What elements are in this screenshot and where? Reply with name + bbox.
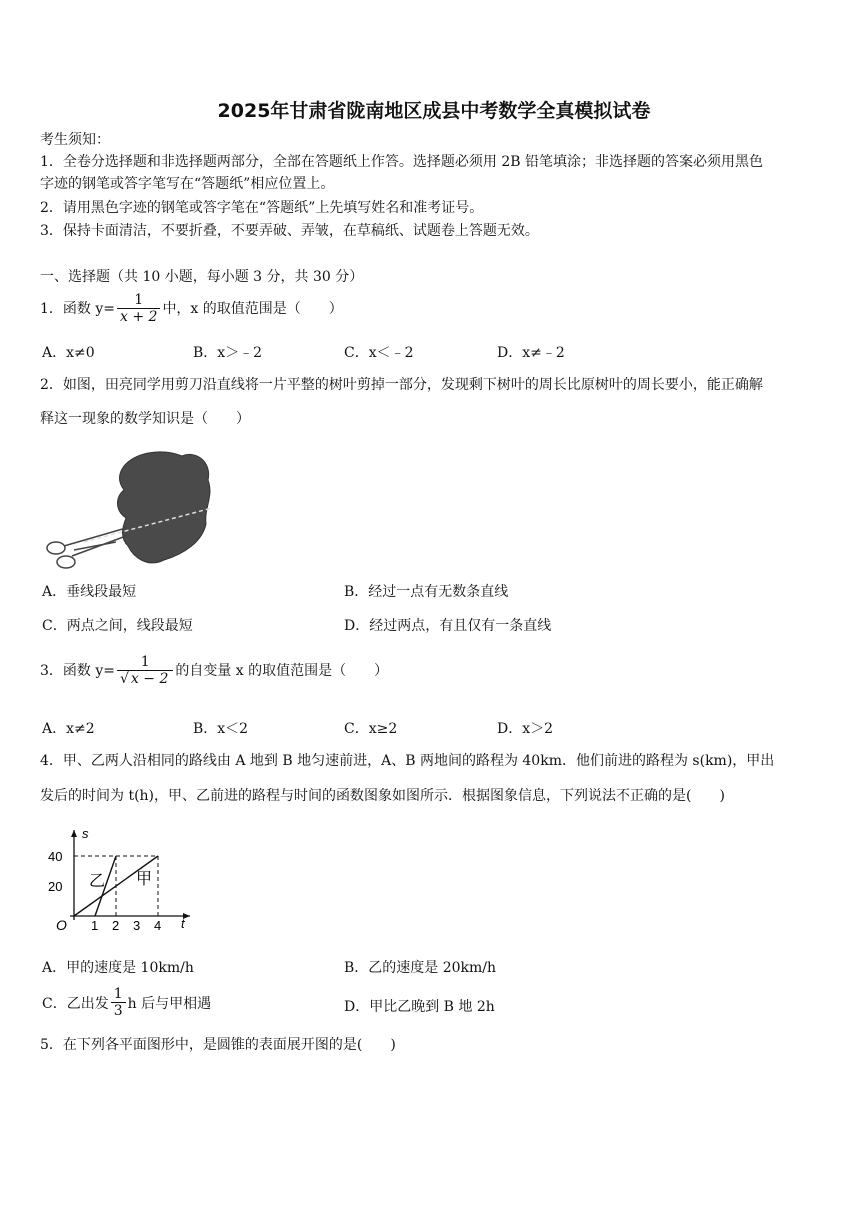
option-c [42, 986, 211, 1019]
question-5: 5．在下列各平面图形中，是圆锥的表面展开图的是( ) [40, 1037, 396, 1053]
option-b: B．乙的速度是 20km/h [344, 960, 497, 976]
question-2-line: 释这一现象的数学知识是（ ） [40, 411, 250, 427]
leaf-scissors-figure [44, 446, 219, 571]
y-tick-label: 20 [48, 879, 63, 894]
fraction-numerator: 1 [134, 292, 144, 308]
series-yi-label: 乙 [89, 873, 106, 890]
y-tick-label: 40 [48, 849, 63, 864]
question-3-suffix: 的自变量 x 的取值范围是（ ） [175, 662, 389, 679]
option-d: D．x＞2 [497, 721, 554, 737]
fraction-denominator: x + 2 [117, 308, 160, 325]
fraction [117, 292, 160, 325]
option-b: B．经过一点有无数条直线 [344, 584, 509, 600]
option-c-suffix: h 后与甲相遇 [127, 995, 212, 1012]
notice-item: 字迹的钢笔或答字笔写在“答题纸”相应位置上。 [40, 176, 335, 192]
origin-label: O [56, 917, 67, 933]
fraction-denominator: 3 [111, 1002, 126, 1019]
question-3 [40, 654, 388, 687]
option-d: D．经过两点，有且仅有一条直线 [344, 618, 552, 634]
option-a: A．x≠2 [42, 721, 95, 737]
fraction-numerator: 1 [113, 986, 123, 1002]
leaf-shape [118, 452, 210, 563]
question-1-prefix: 1．函数 y= [40, 300, 115, 317]
fraction [117, 654, 173, 687]
question-3-prefix: 3．函数 y= [40, 662, 115, 679]
x-tick-label: 3 [133, 918, 141, 933]
sqrt-radicand: x − 2 [130, 671, 169, 687]
question-4-line: 发后的时间为 t(h)，甲、乙前进的路程与时间的函数图象如图所示．根据图象信息，下列说法不正确的是( ) [40, 788, 725, 804]
x-tick-label: 4 [154, 918, 162, 933]
distance-time-graph [44, 826, 194, 936]
question-1 [40, 292, 343, 325]
option-d: D．x≠﹣2 [497, 345, 565, 361]
y-axis-arrow [71, 830, 77, 837]
option-a: A．垂线段最短 [42, 584, 137, 600]
option-a: A．甲的速度是 10km/h [42, 960, 194, 976]
option-c: C．两点之间，线段最短 [42, 618, 193, 634]
option-c-prefix: C．乙出发 [42, 995, 109, 1012]
notice-item: 1．全卷分选择题和非选择题两部分，全部在答题纸上作答。选择题必须用 2B 铅笔填涂；非选择题的答案必须用黑色 [40, 154, 763, 170]
notice-item: 2．请用黑色字迹的钢笔或答字笔在“答题纸”上先填写姓名和准考证号。 [40, 200, 484, 216]
option-c: C．x＜﹣2 [344, 345, 414, 361]
fraction [111, 986, 126, 1019]
series-jia-label: 甲 [136, 871, 153, 888]
fraction-numerator: 1 [140, 654, 150, 670]
page-title: 2025年甘肃省陇南地区成县中考数学全真模拟试卷 [217, 100, 651, 122]
x-tick-label: 2 [112, 918, 120, 933]
question-2-line: 2．如图，田亮同学用剪刀沿直线将一片平整的树叶剪掉一部分，发现剩下树叶的周长比原树叶的周长要小，能正确解 [40, 377, 763, 393]
x-tick-label: 1 [91, 918, 99, 933]
y-axis-label: s [82, 826, 89, 841]
notice-heading: 考生须知： [40, 132, 110, 148]
option-b: B．x＜2 [193, 721, 249, 737]
option-b: B．x＞﹣2 [193, 345, 263, 361]
notice-item: 3．保持卡面清洁，不要折叠，不要弄破、弄皱，在草稿纸、试题卷上答题无效。 [40, 223, 539, 239]
fraction-denominator: √ x − 2 [117, 670, 173, 687]
option-d: D．甲比乙晚到 B 地 2h [344, 999, 495, 1015]
option-a: A．x≠0 [42, 345, 95, 361]
x-axis-label: t [181, 916, 185, 931]
section-heading: 一、选择题（共 10 小题，每小题 3 分，共 30 分） [40, 269, 364, 285]
option-c: C．x≥2 [344, 721, 398, 737]
question-4-line: 4．甲、乙两人沿相同的路线由 A 地到 B 地匀速前进，A、B 两地间的路程为 40km．他们前进的路程为 s(km)，甲出 [40, 753, 775, 769]
question-1-suffix: 中，x 的取值范围是（ ） [162, 300, 343, 317]
